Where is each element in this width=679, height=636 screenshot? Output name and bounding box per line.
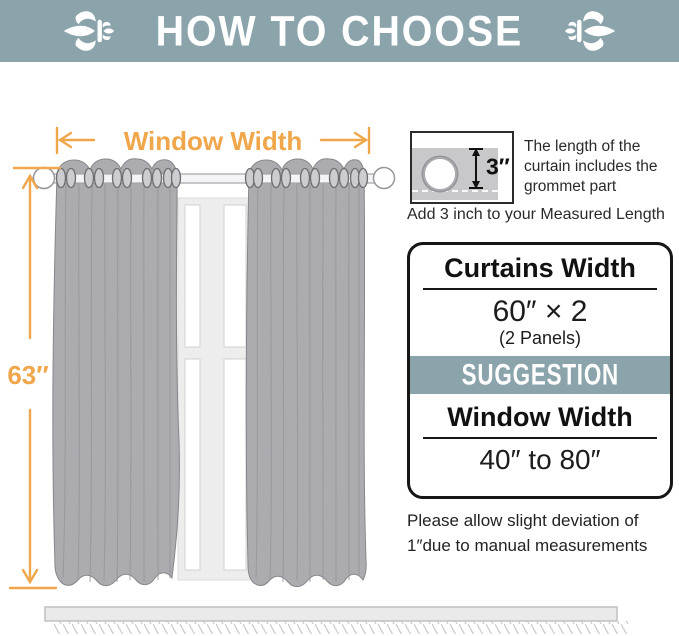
grommet-ring-icon (423, 157, 457, 191)
suggestion-badge-label: SUGGESTION (461, 357, 619, 391)
fold-dashed-line (412, 190, 498, 192)
curtains-width-header: Curtains Width (444, 253, 636, 283)
curtain-length-measure (7, 168, 60, 588)
rod-finial-right (374, 168, 395, 189)
curtain-length-label: 63″ (7, 360, 49, 390)
fleur-de-lis-icon (62, 5, 114, 57)
window-width-value: 40″ to 80″ (479, 443, 601, 475)
floor (45, 607, 630, 634)
curtains-width-value: 60″ × 2 (492, 295, 588, 328)
curtains-width-subvalue: (2 Panels) (498, 327, 582, 348)
window (178, 198, 252, 580)
grommet-depth-label: 3″ (486, 152, 510, 179)
page-title: HOW TO CHOOSE (155, 6, 524, 55)
window-width-measure (57, 126, 369, 156)
left-curtain-panel (53, 159, 180, 586)
grommet-caption: The length of the curtain includes the grommet part (524, 138, 658, 196)
window-width-label: Window Width (123, 126, 303, 156)
grommet-diagram (410, 131, 514, 204)
table-divider (423, 288, 657, 290)
fleur-de-lis-icon (565, 5, 617, 57)
table-divider (423, 437, 657, 439)
grommet-depth-arrow (468, 134, 484, 196)
suggestion-badge (410, 356, 670, 394)
window-width-header: Window Width (447, 401, 633, 432)
size-spec-table (407, 242, 673, 499)
deviation-note: Please allow slight deviation of 1″due to manual measurements (407, 511, 648, 555)
add-length-instruction: Add 3 inch to your Measured Length (407, 206, 665, 223)
right-curtain-panel (246, 159, 366, 587)
header-banner (0, 0, 679, 62)
